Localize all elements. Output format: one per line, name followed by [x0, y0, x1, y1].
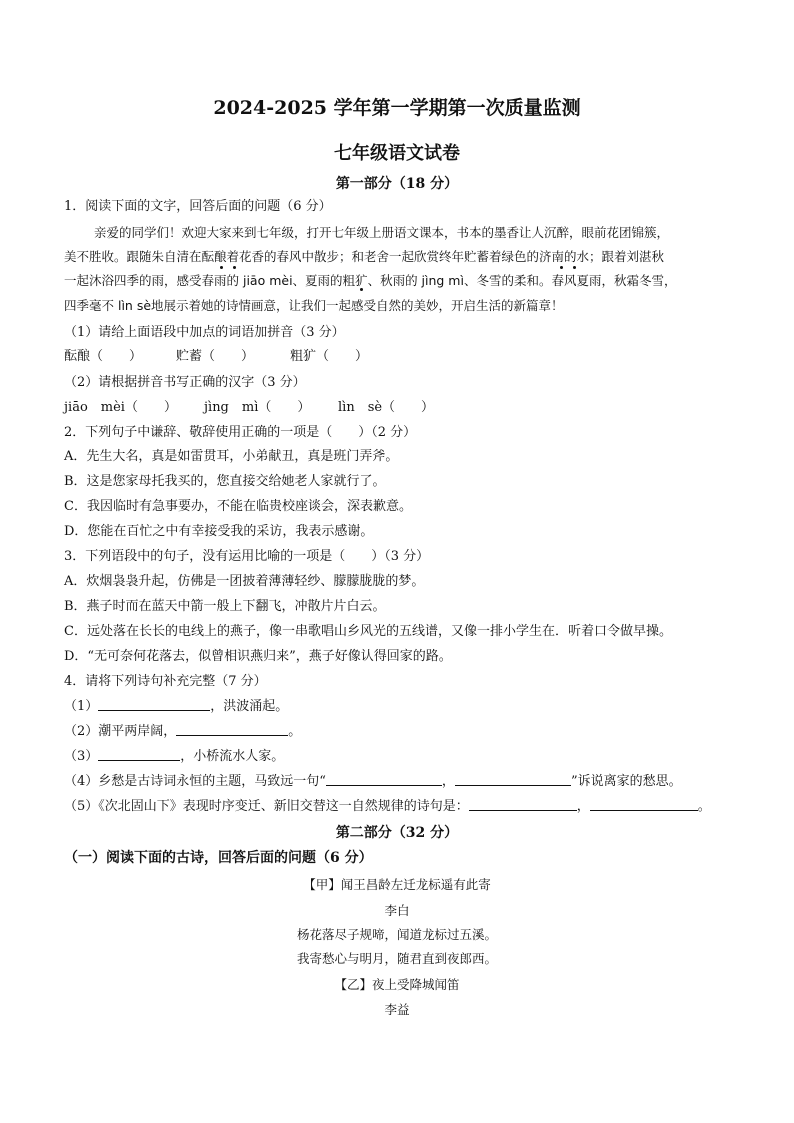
q1-paragraph-line-4: 四季毫不 lìn sè地展示着她的诗情画意，让我们一起感受自然的美妙，开启生活的新篇章！ [64, 298, 564, 313]
q2-option-b[interactable]: B．这是您家母托我买的，您直接交给她老人家就行了。 [64, 474, 386, 489]
q4-item-4-suffix: ”诉说离家的愁思。 [570, 774, 682, 789]
q3-stem: 3．下列语段中的句子，没有运用比喻的一项是（ ）（3 分） [64, 549, 430, 564]
poem-a-title: 【甲】闻王昌龄左迁龙标遥有此寄 [303, 877, 491, 892]
q4-item-2-suffix: 。 [288, 724, 302, 739]
q4-item-4-prefix: （4）乡愁是古诗词永恒的主题，马致远一句“ [64, 774, 326, 789]
q4-item-1-suffix: ，洪波涌起。 [210, 699, 289, 714]
q1-paragraph-line-2-text: 美不胜收。跟随朱自清在酝酿着花香的春风中散步；和老舍一起欣赏终年贮蓄着绿色的济南的水；跟着刘湛秋 [64, 249, 665, 264]
q1-paragraph-line-3b: 、秋雨的 jìng mì、冬雪的柔和。春风夏雨，秋霜冬雪， [367, 273, 677, 288]
q1-stem: 1．阅读下面的文字，回答后面的问题（6 分） [64, 199, 332, 214]
q4-item-4-blank-1[interactable] [326, 773, 442, 786]
q4-item-1-blank[interactable] [98, 698, 210, 711]
poem-a-author: 李白 [384, 903, 410, 918]
exam-subtitle: 七年级语文试卷 [334, 143, 460, 164]
q4-item-3-blank[interactable] [98, 748, 180, 761]
q2-option-d[interactable]: D．您能在百忙之中有幸接受我的采访，我表示感谢。 [64, 524, 374, 539]
q1-sub1-item-3[interactable]: 粗犷（ ） [290, 349, 369, 364]
q4-item-3-suffix: ，小桥流水人家。 [180, 749, 285, 764]
poem-a-line-1: 杨花落尽子规啼，闻道龙标过五溪。 [296, 927, 497, 942]
q4-item-5-suffix: 。 [697, 799, 711, 814]
q4-item-1-prefix: （1） [64, 699, 99, 714]
q4-item-2-prefix: （2）潮平两岸阔， [64, 724, 177, 739]
poem-a-line-2: 我寄愁心与明月，随君直到夜郎西。 [296, 951, 497, 966]
q4-item-3 [64, 748, 284, 766]
q1-sub2-item-3[interactable]: lìn sè（ ） [338, 400, 435, 415]
emphasis-dot-yun [220, 266, 223, 269]
emphasis-dot-niang [233, 266, 236, 269]
section-1-heading: （一）阅读下面的古诗，回答后面的问题（6 分） [64, 850, 373, 866]
q2-stem: 2．下列句子中谦辞、敬辞使用正确的一项是（ ）（2 分） [64, 425, 417, 440]
q4-item-4-blank-2[interactable] [455, 773, 571, 786]
emphasis-dot-xu [573, 266, 576, 269]
q4-item-4 [64, 773, 682, 791]
q4-item-5-prefix: （5）《次北固山下》表现时序变迁、新旧交替这一自然规律的诗句是： [64, 799, 469, 814]
q1-sub2-item-2[interactable]: jìng mì（ ） [204, 400, 311, 415]
emphasis-dot-zhu [560, 266, 563, 269]
q4-item-5-mid: ， [576, 799, 590, 814]
part2-heading: 第二部分（32 分） [335, 825, 459, 841]
q4-item-2 [64, 723, 301, 741]
q1-paragraph-line-1: 亲爱的同学们！欢迎大家来到七年级，打开七年级上册语文课本，书本的墨香让人沉醉，眼前花团锦簇， [94, 225, 670, 240]
q2-option-c[interactable]: C．我因临时有急事要办，不能在临贵校座谈会，深表歉意。 [64, 499, 412, 514]
q1-sub1: （1）请给上面语段中加点的词语加拼音（3 分） [64, 325, 345, 340]
q4-item-3-prefix: （3） [64, 749, 99, 764]
q4-item-5 [64, 798, 711, 816]
q1-paragraph-line-2 [64, 248, 664, 266]
poem-b-author: 李益 [384, 1002, 410, 1017]
q4-item-1 [64, 698, 288, 716]
poem-b-title: 【乙】夜上受降城闻笛 [334, 977, 460, 992]
q3-option-b[interactable]: B．燕子时而在蓝天中箭一般上下翻飞，冲散片片白云。 [64, 599, 386, 614]
q3-option-c[interactable]: C．远处落在长长的电线上的燕子，像一串歌唱山乡风光的五线谱，又像一排小学生在．听着口令做早操。 [64, 624, 672, 639]
q1-sub1-item-2[interactable]: 贮蓄（ ） [176, 349, 255, 364]
q1-paragraph-line-3a: 一起沐浴四季的雨，感受春雨的 jiāo mèi、夏雨的粗 [64, 273, 356, 288]
part1-heading: 第一部分（18 分） [335, 176, 459, 192]
q3-option-a[interactable]: A．炊烟袅袅升起，仿佛是一团披着薄薄轻纱、朦朦胧胧的梦。 [64, 574, 425, 589]
exam-title: 2024-2025 学年第一学期第一次质量监测 [213, 97, 581, 119]
q4-item-5-blank-2[interactable] [590, 798, 698, 811]
dotted-char-guang: 犷 [355, 273, 368, 288]
q4-item-4-mid: ， [441, 774, 455, 789]
q4-stem: 4．请将下列诗句补充完整（7 分） [64, 674, 267, 689]
q1-sub1-item-1[interactable]: 酝酿（ ） [64, 349, 143, 364]
q1-sub2-item-1[interactable]: jiāo mèi（ ） [64, 400, 177, 415]
q1-sub2: （2）请根据拼音书写正确的汉字（3 分） [64, 375, 306, 390]
q3-option-d[interactable]: D．“无可奈何花落去，似曾相识燕归来”，燕子好像认得回家的路。 [64, 649, 452, 664]
q4-item-2-blank[interactable] [176, 723, 288, 736]
q2-option-a[interactable]: A．先生大名，真是如雷贯耳，小弟献丑，真是班门弄斧。 [64, 449, 399, 464]
q4-item-5-blank-1[interactable] [469, 798, 577, 811]
q1-paragraph-line-3 [64, 272, 676, 290]
